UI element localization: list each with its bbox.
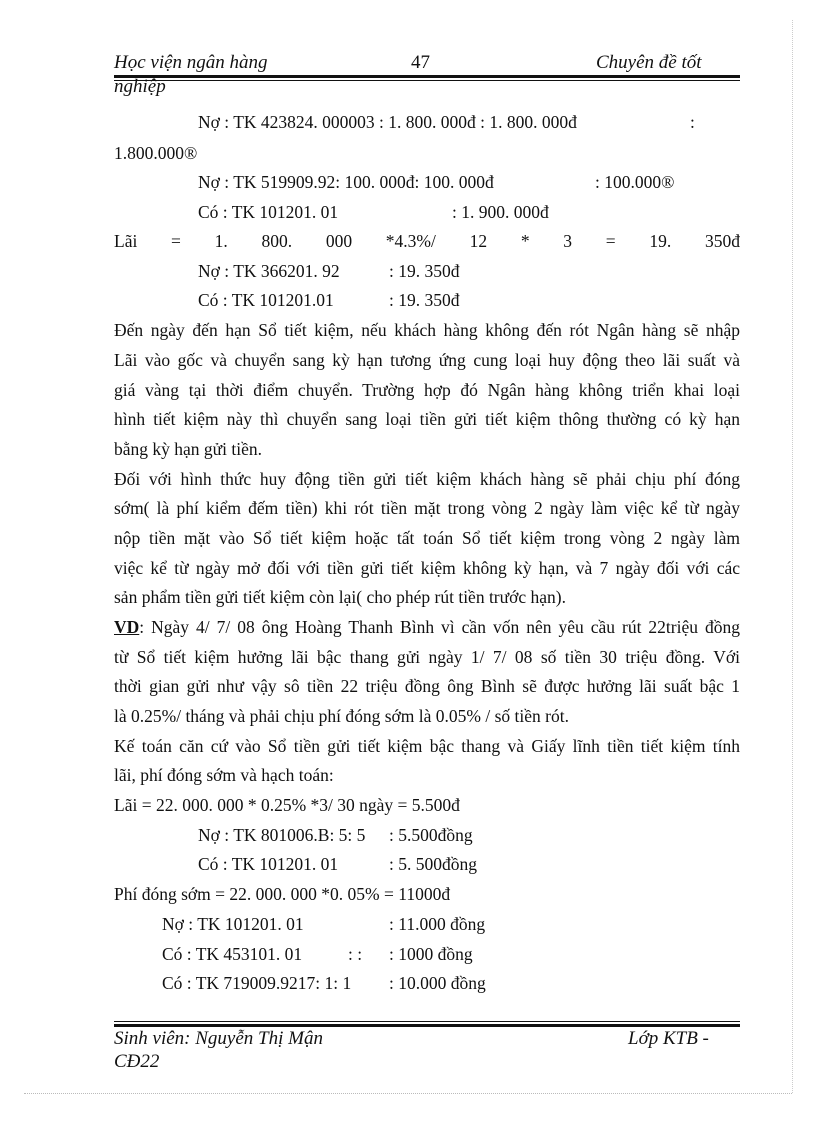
- page-edge-bottom: [24, 1093, 792, 1094]
- entry-co-453101-value: : 1000 đồng: [389, 944, 473, 964]
- page-edge-right: [792, 20, 793, 1093]
- entry-co-101201-c-value: : 5. 500đồng: [389, 854, 477, 874]
- footer-class: Lớp KTB -: [628, 1028, 709, 1049]
- formula-token: 000: [325, 231, 353, 251]
- formula-token: *4.3%/: [385, 231, 436, 251]
- header-school: Học viện ngân hàng: [114, 52, 268, 73]
- entry-no-101201-d-value: : 11.000 đồng: [389, 914, 486, 934]
- entry-co-719009: Có : TK 719009.9217: 1: 1: [162, 973, 352, 993]
- entry-no-519909: Nợ : TK 519909.92: 100. 000đ: 100. 000đ: [198, 172, 494, 192]
- para1-line: Lãi vào gốc và chuyển sang kỳ hạn tương ứng cung loại huy động theo lãi suất và: [114, 350, 740, 370]
- example-line: [114, 617, 740, 638]
- para2-line: sản phẩm tiền gửi tiết kiệm còn lại( cho phép rút tiền trước hạn).: [114, 587, 566, 607]
- para1-line: Đến ngày đến hạn Sổ tiết kiệm, nếu khách hàng không đến rót Ngân hàng sẽ nhập: [114, 320, 740, 340]
- entry-no-423824-colon: :: [690, 112, 695, 132]
- formula-token: =: [605, 231, 616, 251]
- example-line: từ Sổ tiết kiệm hưởng lãi bậc thang gửi ngày 1/ 7/ 08 số tiền 30 triệu đồng. Với: [114, 647, 740, 667]
- para3-line: Kế toán căn cứ vào Sổ tiền gửi tiết kiệm bậc thang và Giấy lĩnh tiền tiết kiệm tính: [114, 736, 740, 756]
- entry-no-423824-cont: 1.800.000®: [114, 143, 198, 163]
- formula-token: *: [520, 231, 530, 251]
- footer-student: Sinh viên: Nguyễn Thị Mận: [114, 1028, 323, 1049]
- entry-co-101201: Có : TK 101201. 01: [198, 202, 339, 222]
- entry-no-519909-value: : 100.000®: [595, 172, 675, 192]
- para2-line: sớm( là phí kiểm đếm tiền) khi rót tiền mặt trong vòng 2 ngày làm việc kể từ ngày: [114, 498, 740, 518]
- interest-formula-line: [114, 231, 740, 252]
- formula-token: Lãi: [114, 231, 138, 251]
- entry-no-801006-value: : 5.500đồng: [389, 825, 473, 845]
- para2-line: Đối với hình thức huy động tiền gửi tiết kiệm khách hàng sẽ phải chịu phí đóng: [114, 469, 740, 489]
- entry-co-453101-mid: : :: [348, 944, 363, 964]
- para2-line: việc kể từ ngày mở đối với tiền gửi tiết kiệm không kỳ hạn, và 7 ngày đối với các: [114, 558, 740, 578]
- para1-line: hình tiết kiệm này thì chuyển sang loại tiền gửi tiết kiệm thông thường có kỳ hạn: [114, 409, 740, 429]
- entry-co-101201-value: : 1. 900. 000đ: [452, 202, 549, 222]
- formula-token: 3: [563, 231, 573, 251]
- header-rule-thin: [114, 80, 740, 81]
- entry-no-366201-value: : 19. 350đ: [389, 261, 460, 281]
- formula-token: 1.: [214, 231, 228, 251]
- header-doc-type-cont: nghiệp: [114, 76, 166, 97]
- entry-co-101201-c: Có : TK 101201. 01: [198, 854, 339, 874]
- para2-line: nộp tiền mặt vào Sổ tiết kiệm hoặc tất toán Sổ tiết kiệm trong vòng 2 ngày làm: [114, 528, 740, 548]
- header-rule-thick: [114, 75, 740, 78]
- para1-line: bằng kỳ hạn gửi tiền.: [114, 439, 262, 459]
- fee-calc-formula: Phí đóng sớm = 22. 000. 000 *0. 05% = 11000đ: [114, 884, 451, 904]
- footer-rule-thick: [114, 1024, 740, 1027]
- formula-token: 800.: [261, 231, 293, 251]
- formula-token: 12: [469, 231, 488, 251]
- example-label: VD: [114, 617, 140, 637]
- entry-no-801006: Nợ : TK 801006.B: 5: 5: [198, 825, 366, 845]
- example-line: là 0.25%/ tháng và phải chịu phí đóng sớm là 0.05% / số tiền rót.: [114, 706, 569, 726]
- example-line: thời gian gửi như vậy sô tiền 22 triệu đồng ông Bình sẽ được hưởng lãi suất bậc 1: [114, 676, 740, 696]
- formula-token: 350đ: [704, 231, 740, 251]
- header-doc-type: Chuyên đề tốt: [596, 52, 702, 73]
- footer-rule-thin: [114, 1021, 740, 1022]
- entry-no-423824: Nợ : TK 423824. 000003 : 1. 800. 000đ : 1. 800. 000đ: [198, 112, 577, 132]
- interest-calc-formula: Lãi = 22. 000. 000 * 0.25% *3/ 30 ngày = 5.500đ: [114, 795, 460, 815]
- footer-student-cont: CĐ22: [114, 1051, 160, 1072]
- para1-line: giá vàng tại thời điểm chuyển. Trường hợp đó Ngân hàng không triển khai loại: [114, 380, 740, 400]
- header-page-number: 47: [411, 52, 430, 73]
- entry-co-719009-value: : 10.000 đồng: [389, 973, 486, 993]
- formula-token: =: [171, 231, 181, 251]
- entry-co-101201-b: Có : TK 101201.01: [198, 290, 334, 310]
- entry-co-101201-b-value: : 19. 350đ: [389, 290, 460, 310]
- para3-line: lãi, phí đóng sớm và hạch toán:: [114, 765, 334, 785]
- example-line1-text: : Ngày 4/ 7/ 08 ông Hoàng Thanh Bình vì cần vốn nên yêu cầu rút 22triệu đồng: [139, 617, 740, 637]
- formula-token: 19.: [649, 231, 672, 251]
- entry-no-101201-d: Nợ : TK 101201. 01: [162, 914, 304, 934]
- entry-co-453101: Có : TK 453101. 01: [162, 944, 303, 964]
- entry-no-366201: Nợ : TK 366201. 92: [198, 261, 340, 281]
